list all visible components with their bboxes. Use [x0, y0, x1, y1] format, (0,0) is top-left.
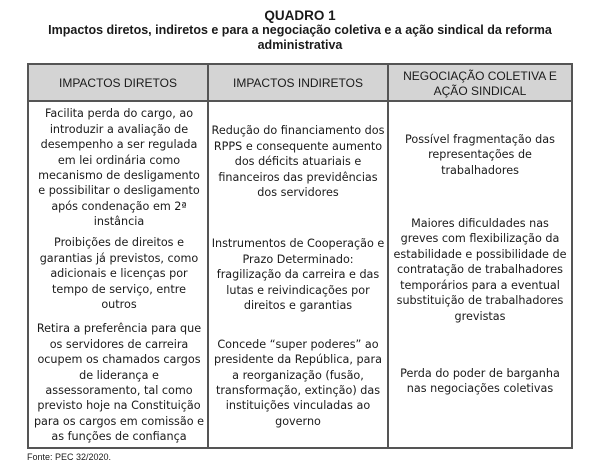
table-cell: Facilita perda do cargo, ao introduzir a avaliação de desempenho a ser regulada em lei ordinária como mecanismo de desligamento e possibilitar o desligamento após condenação em 2ª instância — [38, 107, 200, 229]
column-divider — [387, 65, 389, 447]
quadro-subtitle: Impactos diretos, indiretos e para a negociação coletiva e a ação sindical da reforma administrativa — [48, 23, 552, 52]
table-cell: Retira a preferência para que os servidores de carreira ocupem os chamados cargos de liderança e assessoramento, tal como previsto hoje na Constituição para os cargos em comissão e as funções de confiança — [33, 322, 205, 444]
header-impactos-diretos: IMPACTOS DIRETOS — [58, 76, 178, 90]
header-impactos-indiretos: IMPACTOS INDIRETOS — [232, 76, 364, 90]
impacts-table — [27, 63, 573, 449]
table-cell: Proibições de direitos e garantias já previstos, como adicionais e licenças por tempo de serviço, entre outros — [39, 236, 199, 312]
quadro-title: QUADRO 1 — [264, 8, 336, 23]
table-cell: Instrumentos de Cooperação e Prazo Determinado: fragilização da carreira e das lutas e reivindicações por direitos e garantias — [211, 237, 385, 313]
source-note: Fonte: PEC 32/2020. — [27, 452, 112, 462]
table-cell: Perda do poder de barganha nas negociações coletivas — [400, 366, 560, 395]
table-header-row — [29, 65, 571, 102]
table-cell: Redução do financiamento dos RPPS e consequente aumento dos déficits atuariais e financeiros das previdências dos servidores — [211, 124, 385, 200]
header-negociacao-coletiva: NEGOCIAÇÃO COLETIVA E AÇÃO SINDICAL — [403, 68, 557, 98]
table-cell: Concede “super poderes” ao presidente da República, para a reorganização (fusão, transformação, extinção) das instituições vinculadas ao governo — [214, 337, 382, 428]
table-cell: Possível fragmentação das representações de trabalhadores — [405, 132, 555, 177]
table-cell: Maiores dificuldades nas greves com flexibilização da estabilidade e possibilidade de contratação de trabalhadores temporários para a eventual substituição de trabalhadores grevistas — [393, 217, 567, 323]
column-divider — [207, 65, 209, 447]
